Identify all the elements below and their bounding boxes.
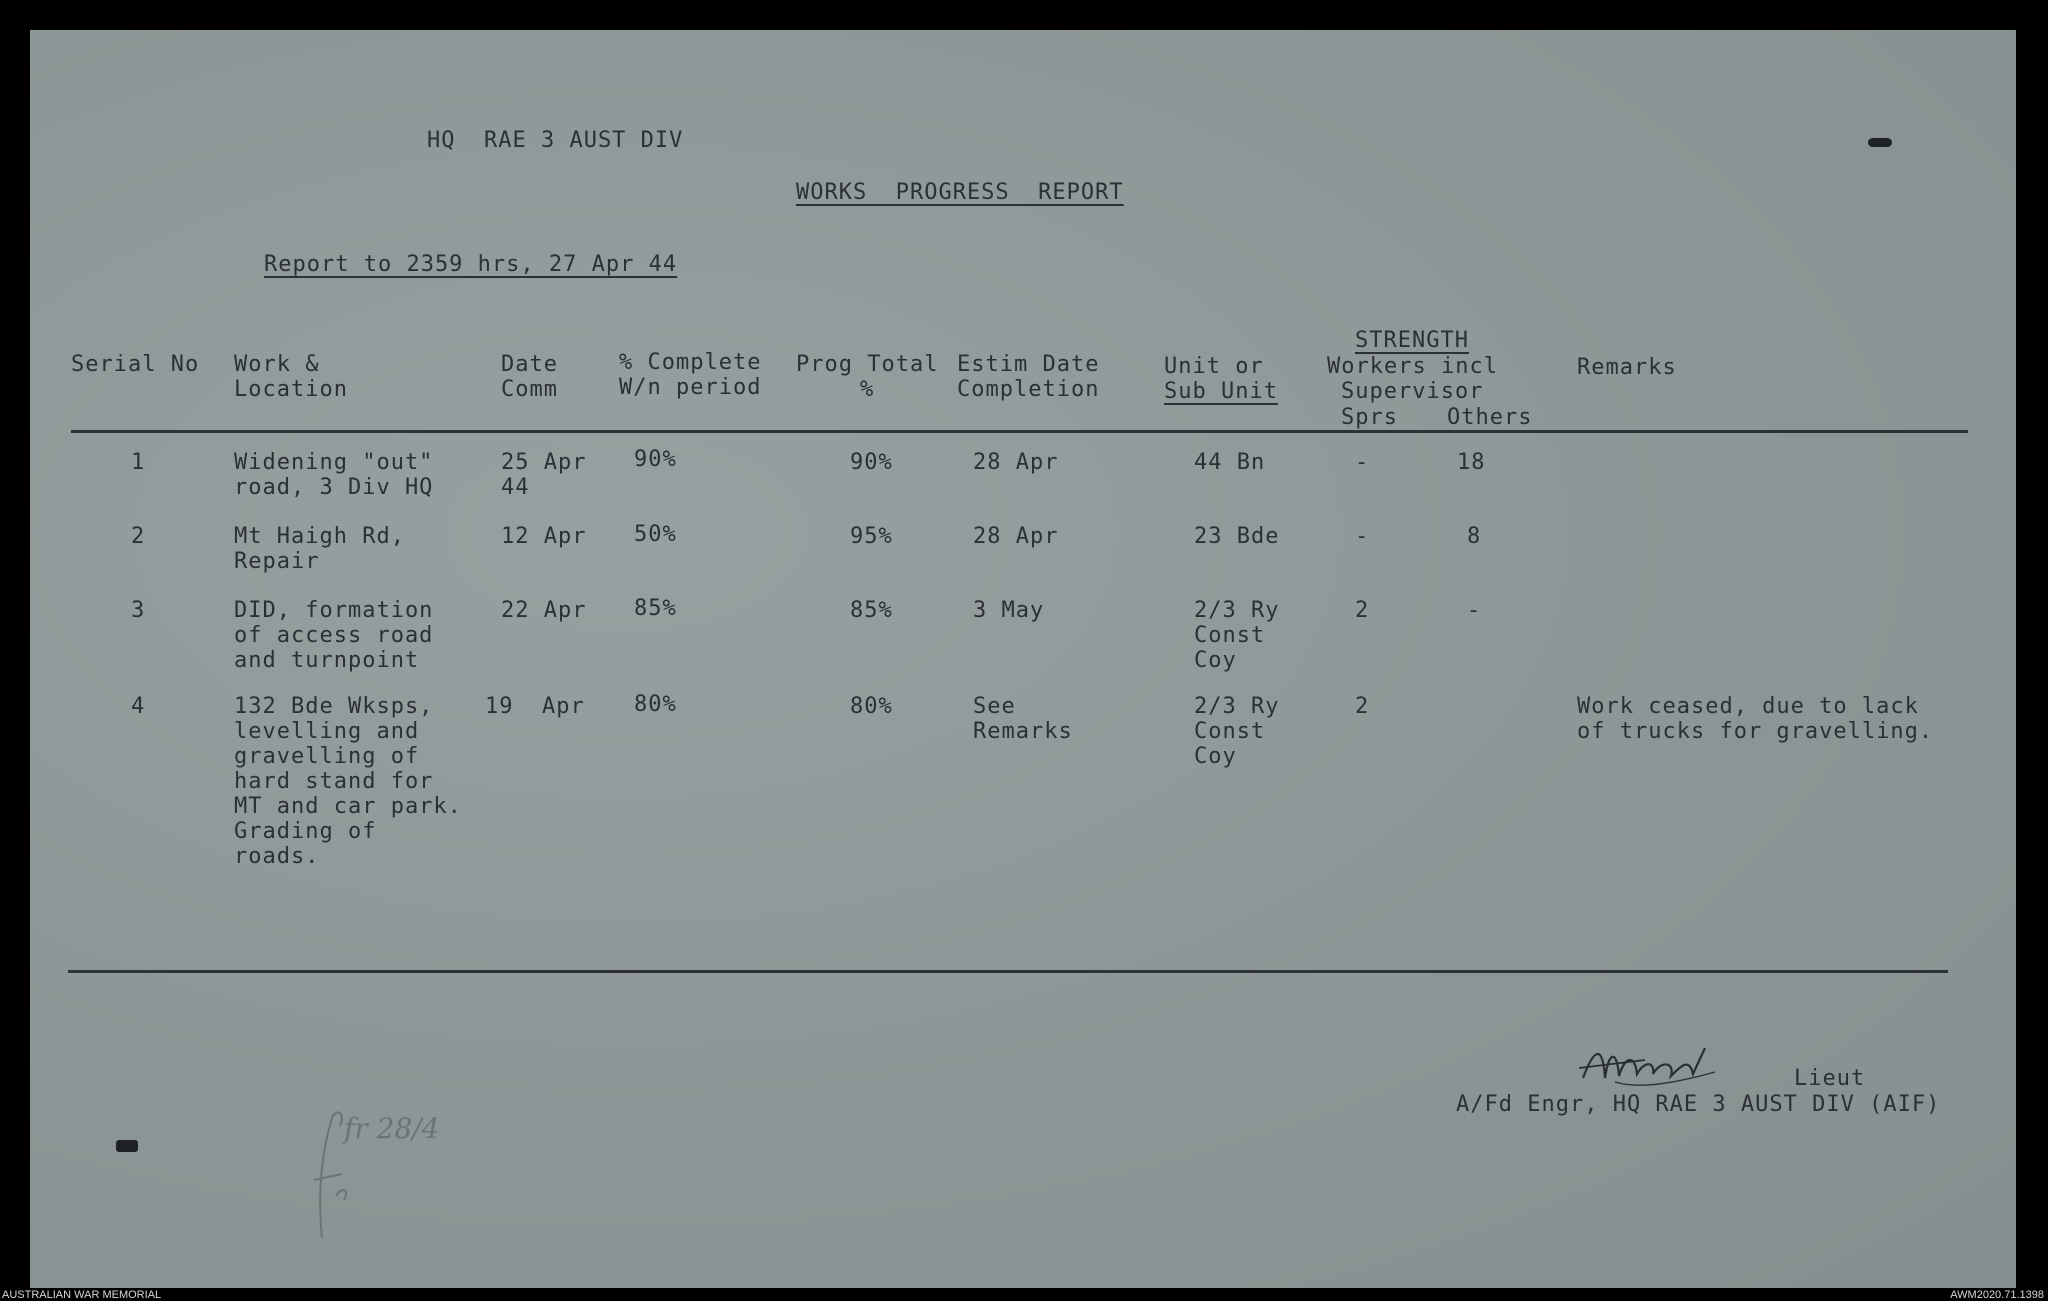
punch-mark xyxy=(116,1140,138,1152)
signatory-rank: Lieut xyxy=(1794,1066,1866,1091)
col-prog-2: % xyxy=(860,377,875,402)
footer-left: AUSTRALIAN WAR MEMORIAL xyxy=(2,1289,162,1301)
col-estim-2: Completion xyxy=(957,377,1100,402)
cell-pct: 50% xyxy=(634,522,677,547)
cell-pct: 80% xyxy=(634,692,677,717)
cell-work: DID, formation of access road and turnpoint xyxy=(234,598,434,673)
col-date-2: Comm xyxy=(501,377,558,402)
cell-serial: 4 xyxy=(131,694,146,719)
report-title: WORKS PROGRESS REPORT xyxy=(796,180,1124,205)
punch-mark xyxy=(1868,138,1892,147)
col-work-1: Work & xyxy=(234,352,320,377)
col-pct-1: % Complete xyxy=(619,350,762,375)
col-estim-1: Estim Date xyxy=(957,352,1100,377)
cell-others: 8 xyxy=(1467,524,1482,549)
cell-estim: 28 Apr xyxy=(973,524,1059,549)
cell-serial: 1 xyxy=(131,450,146,475)
cell-prog: 95% xyxy=(850,524,893,549)
cell-serial: 2 xyxy=(131,524,146,549)
bottom-rule xyxy=(68,970,1948,973)
report-date-line: Report to 2359 hrs, 27 Apr 44 xyxy=(264,252,678,277)
cell-estim: 28 Apr xyxy=(973,450,1059,475)
cell-sprs: 2 xyxy=(1355,598,1370,623)
cell-others: - xyxy=(1467,598,1482,623)
col-work-2: Location xyxy=(234,377,348,402)
cell-work: 132 Bde Wksps, levelling and gravelling of hard stand for MT and car park. Grading of roads. xyxy=(234,694,462,869)
handwritten-annotation xyxy=(298,1068,440,1248)
cell-unit: 2/3 Ry Const Coy xyxy=(1194,598,1280,673)
header-rule xyxy=(71,430,1968,433)
cell-sprs: - xyxy=(1355,524,1370,549)
cell-prog: 80% xyxy=(850,694,893,719)
col-workers-2: Supervisor xyxy=(1341,379,1484,404)
cell-date: 22 Apr xyxy=(501,598,587,623)
cell-unit: 2/3 Ry Const Coy xyxy=(1194,694,1280,769)
cell-sprs: - xyxy=(1355,450,1370,475)
cell-work: Mt Haigh Rd, Repair xyxy=(234,524,405,574)
cell-others: 18 xyxy=(1457,450,1486,475)
document-sheet xyxy=(30,30,2016,1288)
cell-estim: 3 May xyxy=(973,598,1045,623)
cell-work: Widening "out" road, 3 Div HQ xyxy=(234,450,434,500)
col-others: Others xyxy=(1447,405,1533,430)
cell-prog: 85% xyxy=(850,598,893,623)
cell-prog: 90% xyxy=(850,450,893,475)
cell-pct: 85% xyxy=(634,596,677,621)
cell-serial: 3 xyxy=(131,598,146,623)
col-sprs: Sprs xyxy=(1341,405,1398,430)
cell-remarks: Work ceased, due to lack of trucks for gravelling. xyxy=(1577,694,1934,744)
cell-date: 12 Apr xyxy=(501,524,587,549)
col-prog-1: Prog Total xyxy=(796,352,939,377)
col-workers-1: Workers incl xyxy=(1327,354,1498,379)
cell-unit: 44 Bn xyxy=(1194,450,1266,475)
col-unit-1: Unit or xyxy=(1164,354,1264,379)
col-serial: Serial No xyxy=(71,352,200,377)
annotation-text: fr 28/4 xyxy=(344,1112,440,1145)
signatory-title: A/Fd Engr, HQ RAE 3 AUST DIV (AIF) xyxy=(1456,1092,1941,1117)
cell-estim: See Remarks xyxy=(973,694,1073,744)
cell-pct: 90% xyxy=(634,447,677,472)
cell-unit: 23 Bde xyxy=(1194,524,1280,549)
cell-date: 25 Apr 44 xyxy=(501,450,587,500)
col-pct-2: W/n period xyxy=(619,375,762,400)
col-strength: STRENGTH xyxy=(1355,328,1469,353)
col-remarks: Remarks xyxy=(1577,355,1677,380)
footer-right: AWM2020.71.1398 xyxy=(1950,1289,2044,1301)
cell-date: 19 Apr xyxy=(485,694,585,719)
org-heading: HQ RAE 3 AUST DIV xyxy=(427,128,684,153)
cell-sprs: 2 xyxy=(1355,694,1370,719)
col-unit-2: Sub Unit xyxy=(1164,379,1278,404)
signature-image xyxy=(1575,1038,1775,1098)
col-date-1: Date xyxy=(501,352,558,377)
